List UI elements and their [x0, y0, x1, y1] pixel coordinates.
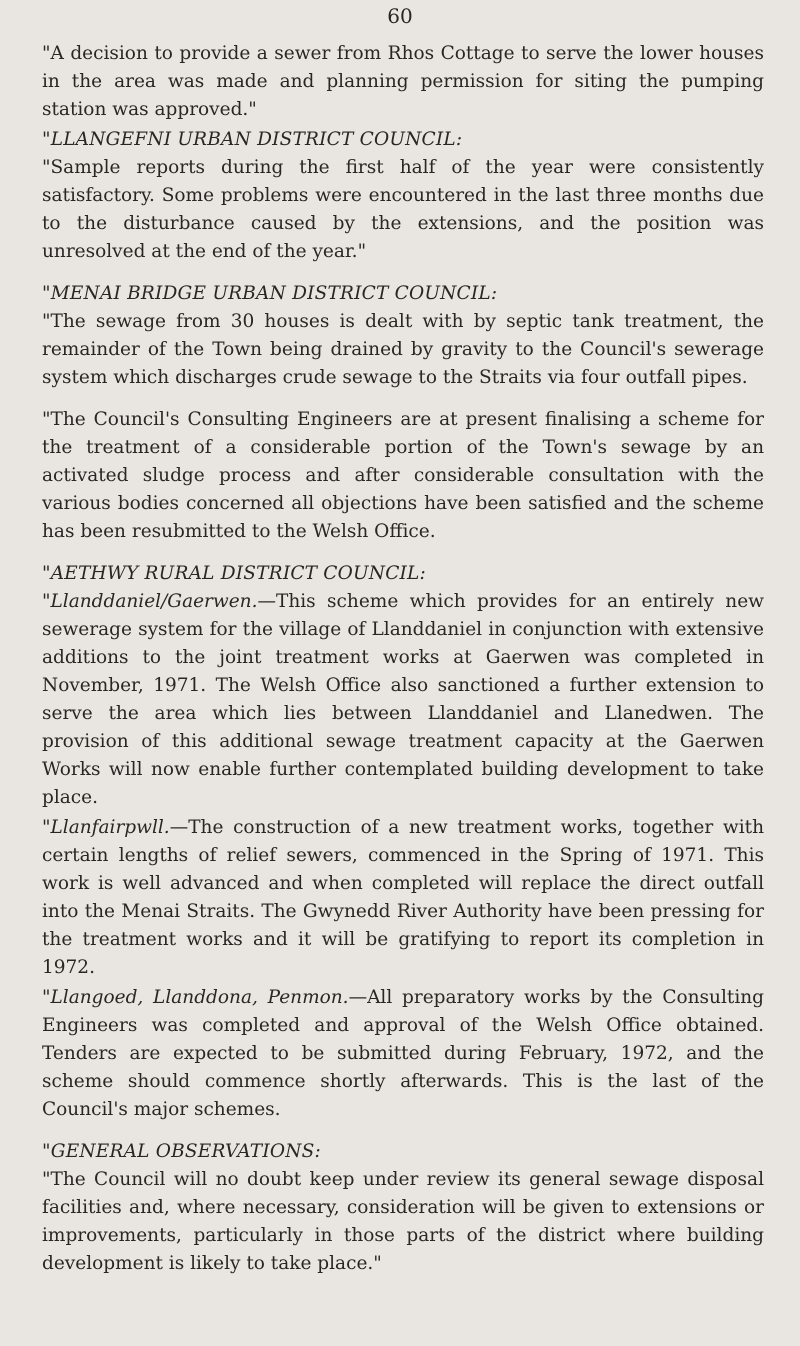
paragraph-llanfairpwll: [42, 814, 764, 982]
body-text: [42, 40, 764, 1278]
paragraph-general-observations: "The Council will no doubt keep under review its general sewage disposal facilities and, where necessary, consideration will be given to extensions or improvements, particularly in those parts of the district where building development is likely to take place.": [42, 1169, 764, 1274]
paragraph-menai-sewage: "The sewage from 30 houses is dealt with by septic tank treatment, the remainder of the Town being drained by gravity to the Council's sewerage system which discharges crude sewage to the Straits via four outfall pipes.: [42, 311, 764, 388]
text-llangoed: —All preparatory works by the Consulting Engineers was completed and approval of the Welsh Office obtained. Tenders are expected to be submitted during February, 1972, and the scheme should commence shortly afterwards. This is the last of the Council's major schemes.: [42, 987, 764, 1120]
paragraph-menai-engineers: "The Council's Consulting Engineers are at present finalising a scheme for the treatment of a considerable portion of the Town's sewage by an activated sludge process and after considerable consultation with the various bodies concerned all objections have been satisfied and the scheme has been resubmitted to the Welsh Office.: [42, 409, 764, 542]
text-llanfairpwll: —The construction of a new treatment works, together with certain lengths of relief sewers, commenced in the Spring of 1971. This work is well advanced and when completed will replace the direct outfall into the Menai Straits. The Gwynedd River Authority have been pressing for the treatment works and it will be gratifying to report its completion in 1972.: [42, 817, 764, 978]
subhead-llangoed: "Llangoed, Llanddona, Penmon.: [42, 987, 349, 1008]
heading-menai-bridge: "MENAI BRIDGE URBAN DISTRICT COUNCIL:: [42, 283, 498, 304]
paragraph-llangefni: "Sample reports during the first half of the year were consistently satisfactory. Some problems were encountered in the last three months due to the disturbance caused by the extensions, and the position was unresolved at the end of the year.": [42, 157, 764, 262]
paragraph-llanddaniel: [42, 588, 764, 812]
subhead-llanddaniel: "Llanddaniel/Gaerwen.: [42, 591, 258, 612]
heading-general-observations: "GENERAL OBSERVATIONS:: [42, 1141, 321, 1162]
heading-aethwy: "AETHWY RURAL DISTRICT COUNCIL:: [42, 563, 426, 584]
heading-llangefni: "LLANGEFNI URBAN DISTRICT COUNCIL:: [42, 129, 463, 150]
text-llanddaniel: —This scheme which provides for an entirely new sewerage system for the village of Llanddaniel in conjunction with extensive additions to the joint treatment works at Gaerwen was completed in November, 1971. The Welsh Office also sanctioned a further extension to serve the area which lies between Llanddaniel and Llanedwen. The provision of this additional sewage treatment capacity at the Gaerwen Works will now enable further contemplated building development to take place.: [42, 591, 764, 808]
paragraph-rhos-cottage: "A decision to provide a sewer from Rhos Cottage to serve the lower houses in the area was made and planning permission for siting the pumping station was approved.": [42, 43, 764, 120]
page-number: 60: [387, 4, 413, 28]
subhead-llanfairpwll: "Llanfairpwll.: [42, 817, 170, 838]
paragraph-llangoed: [42, 984, 764, 1124]
